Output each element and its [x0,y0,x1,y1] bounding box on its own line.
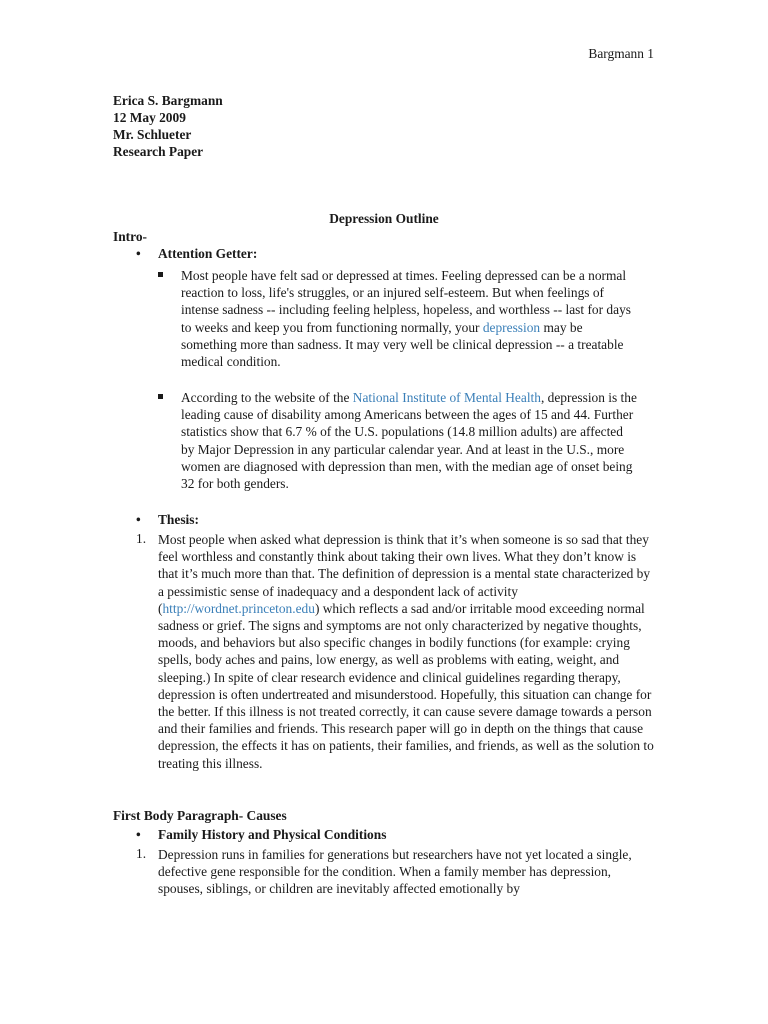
paragraph-attention-1 [181,267,638,370]
thesis-label: Thesis: [158,512,199,527]
bullet-icon: • [136,246,141,261]
text-span: ) which reflects a sad and/or irritable mood exceeding normal sadness or grief. The signs and symptoms are not only characterized by negative thoughts, moods, and behaviors but also specific changes in bodily functions (for example: crying spells, body aches and pains, low energy, as well as problems with eating, weight, and sleeping.) In spite of clear research evidence and clinical guidelines regarding therapy, depression is often undertreated and misunderstood. Hopefully, this situation can change for the better. If this illness is not treated correctly, it can cause severe damage towards a person and their families and friends. This research paper will go in depth on the things that cause depression, the effects it has on patients, their families, and friends, as well as the solution to treating this illness. [158,600,654,771]
text-span: may be something more than sadness. It may very well be clinical depression -- a treatable medical condition. [181,319,624,370]
text-span: Most people have felt sad or depressed at times. Feeling depressed can be a normal reaction to loss, life's struggles, or an injured self-esteem. But when feelings of intense sadness -- including feeling helpless, hopeless, and worthless -- last for days to weeks and keep you from functioning normally, your [181,268,631,335]
bullet-icon: • [136,827,141,842]
page-title: Depression Outline [329,211,439,226]
thesis-item [136,531,656,772]
text-span: According to the website of the [181,390,353,405]
family-history-item [136,846,656,898]
list-item [158,267,638,370]
thesis-paragraph [158,531,656,772]
depression-link[interactable]: depression [482,319,541,335]
square-bullet-icon [158,272,163,277]
assignment-type: Research Paper [113,144,204,159]
paragraph-attention-2 [181,389,638,492]
list-item [158,389,638,492]
teacher-name: Mr. Schlueter [113,127,192,142]
running-head: Bargmann 1 [588,46,654,61]
family-history-label: Family History and Physical Conditions [158,827,387,842]
list-number: 1. [136,846,147,861]
list-number: 1. [136,531,147,546]
wordnet-link[interactable]: http://wordnet.princeton.edu [162,600,315,616]
first-body-paragraph-label: First Body Paragraph- Causes [113,808,287,823]
text-span: , depression is the leading cause of disability among Americans between the ages of 15 and 44. Further statistics show that 6.7 % of the U.S. populations (14.8 million adults) are affected by Major Depression in any particular calendar year. And at least in the U.S., more women are diagnosed with depression than men, with the median age of onset being 32 for both genders. [181,390,637,492]
family-history-paragraph: Depression runs in families for generations but researchers have not yet located a single, defective gene responsible for the condition. When a family member has depression, spouses, siblings, or children are inevitably affected emotionally by [158,847,632,897]
bullet-icon: • [136,512,141,527]
paper-date: 12 May 2009 [113,110,186,125]
text-span: Most people when asked what depression is think that it’s when someone is so sad that they feel worthless and constantly think about taking their own lives. What they don’t know is that it’s much more than that. The definition of depression is a mental state characterized by a pessimistic sense of inadequacy and a despondent lack of activity ( [158,532,651,616]
author-name: Erica S. Bargmann [113,93,223,108]
author-block [113,92,223,160]
square-bullet-icon [158,394,163,399]
nimh-link[interactable]: National Institute of Mental Health [352,390,541,405]
intro-label: Intro- [113,229,147,244]
attention-getter-label: Attention Getter: [158,246,258,261]
